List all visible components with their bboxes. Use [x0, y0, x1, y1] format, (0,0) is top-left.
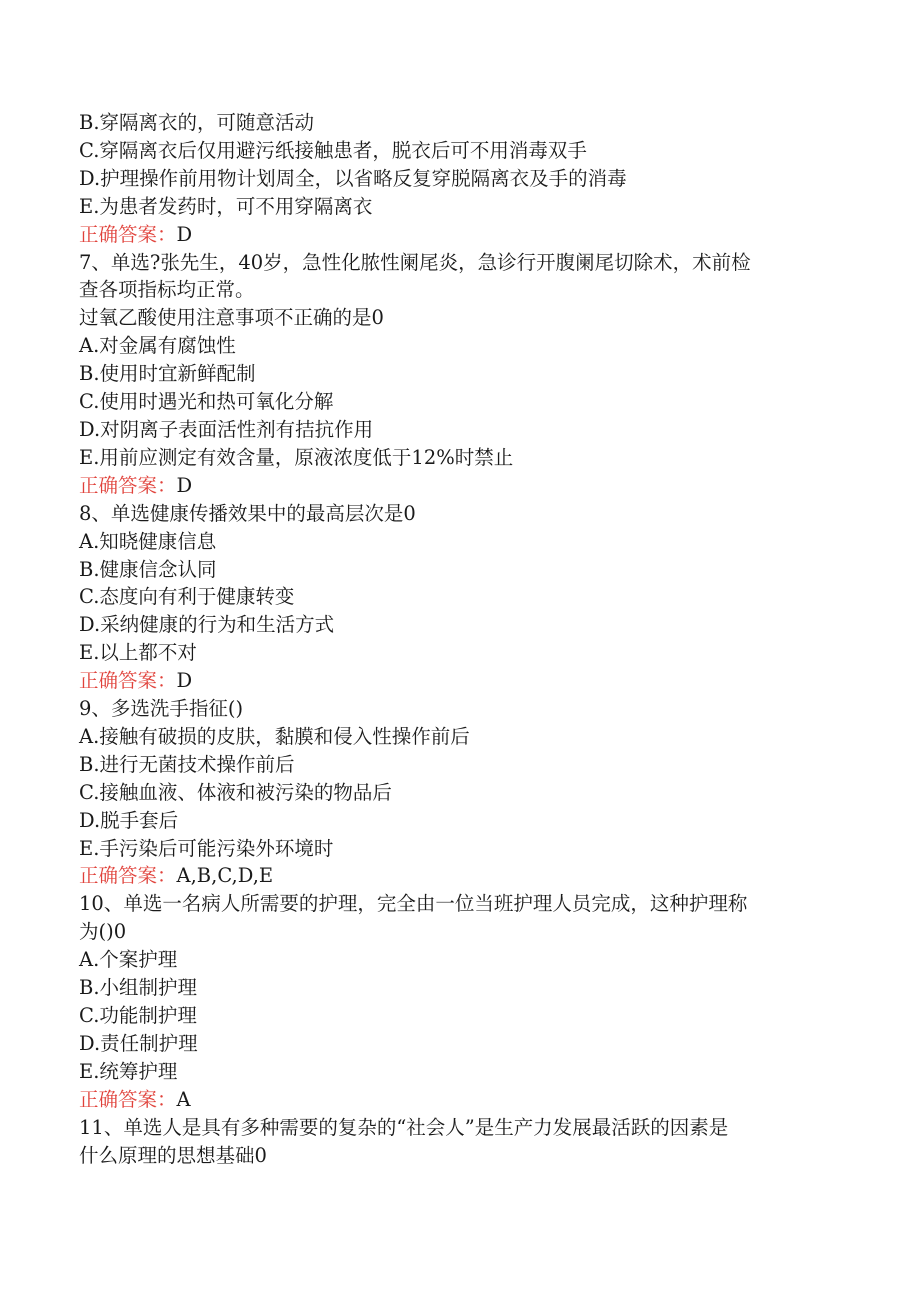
question-stem: 9、多选洗手指征() [79, 697, 244, 721]
question-stem: 7、单选?张先生，40岁，急性化脓性阑尾炎，急诊行开腹阑尾切除术，术前检 [79, 250, 751, 274]
option-c: C.功能制护理 [79, 1004, 197, 1027]
answer-label: 正确答案： [79, 864, 177, 888]
question-9 [79, 695, 839, 890]
option-a: A.对金属有腐蚀性 [79, 334, 236, 358]
option-e: E.为患者发药时，可不用穿隔离衣 [79, 194, 373, 218]
option-b: B.穿隔离衣的，可随意活动 [79, 111, 315, 134]
answer-line [79, 667, 839, 695]
answer-line [79, 1086, 839, 1114]
question-8 [79, 500, 839, 695]
answer-line [79, 472, 839, 500]
answer-value: A,B,C,D,E [176, 864, 274, 888]
answer-value: D [176, 669, 193, 693]
question-10 [79, 890, 839, 1113]
answer-label: 正确答案： [79, 669, 177, 693]
question-stem: 11、单选人是具有多种需要的复杂的“社会人”是生产力发展最活跃的因素是 [79, 1115, 729, 1139]
option-d: D.护理操作前用物计划周全，以省略反复穿脱隔离衣及手的消毒 [79, 166, 627, 190]
question-sub-stem: 过氧乙酸使用注意事项不正确的是0 [79, 306, 384, 330]
option-b: B.使用时宜新鲜配制 [79, 362, 256, 386]
option-b: B.健康信念认同 [79, 557, 217, 581]
option-c: C.穿隔离衣后仅用避污纸接触患者，脱衣后可不用消毒双手 [79, 138, 587, 162]
answer-label: 正确答案： [79, 222, 177, 246]
option-e: E.手污染后可能污染外环境时 [79, 836, 334, 860]
option-a: A.个案护理 [79, 948, 178, 972]
option-e: E.统筹护理 [79, 1059, 178, 1083]
option-d: D.脱手套后 [79, 808, 179, 832]
option-b: B.小组制护理 [79, 976, 198, 1000]
answer-line [79, 221, 839, 249]
question-stem-continued: 什么原理的思想基础0 [79, 1143, 267, 1167]
option-b: B.进行无菌技术操作前后 [79, 752, 295, 776]
question-stem-continued: 查各项指标均正常。 [79, 278, 255, 302]
question-11 [79, 1114, 839, 1170]
option-c: C.使用时遇光和热可氧化分解 [79, 390, 334, 414]
answer-value: A [176, 1087, 191, 1111]
answer-value: D [176, 222, 193, 246]
question-7 [79, 249, 839, 500]
option-c: C.态度向有利于健康转变 [79, 585, 295, 609]
answer-label: 正确答案： [79, 1087, 177, 1111]
question-stem: 10、单选一名病人所需要的护理，完全由一位当班护理人员完成，这种护理称 [79, 892, 748, 916]
answer-label: 正确答案： [79, 473, 177, 497]
answer-value: D [176, 473, 193, 497]
option-d: D.采纳健康的行为和生活方式 [79, 613, 335, 637]
option-a: A.接触有破损的皮肤，黏膜和侵入性操作前后 [79, 724, 470, 748]
option-d: D.对阴离子表面活性剂有拮抗作用 [79, 417, 374, 441]
document-page [79, 109, 839, 1169]
option-a: A.知晓健康信息 [79, 529, 217, 553]
option-c: C.接触血液、体液和被污染的物品后 [79, 780, 392, 804]
option-e: E.以上都不对 [79, 641, 197, 665]
option-d: D.责任制护理 [79, 1031, 198, 1055]
question-6-tail [79, 109, 839, 249]
question-stem-continued: 为()0 [79, 920, 127, 944]
answer-line [79, 862, 839, 890]
question-stem: 8、单选健康传播效果中的最高层次是0 [79, 501, 416, 525]
option-e: E.用前应测定有效含量，原液浓度低于12%时禁止 [79, 445, 514, 469]
